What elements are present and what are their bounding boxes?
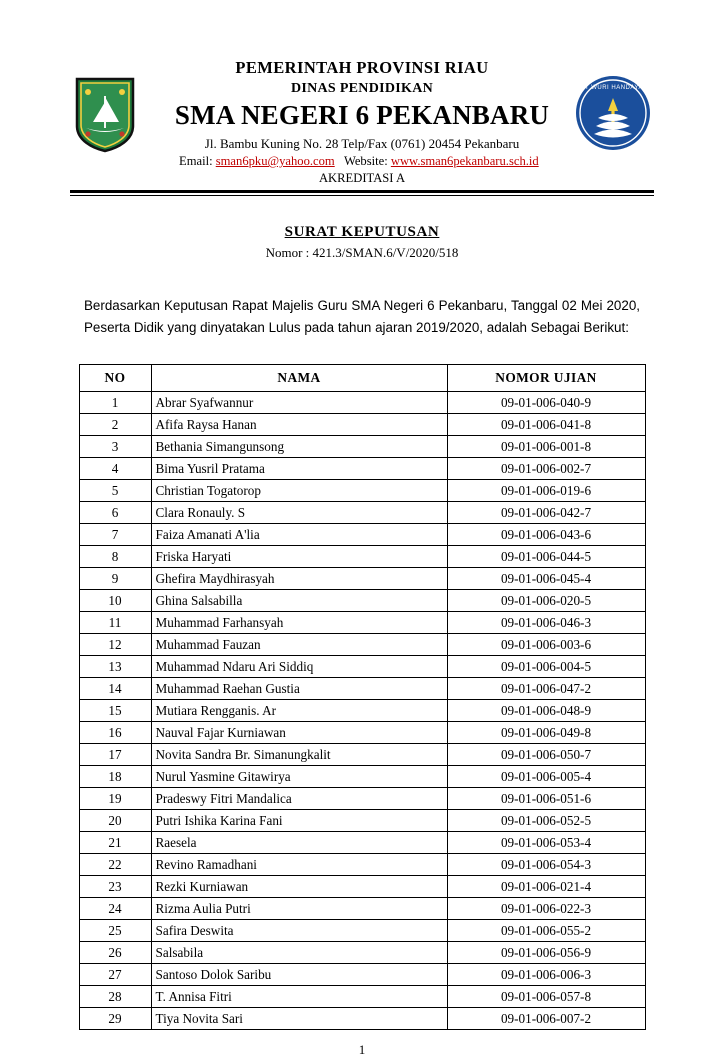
cell-nama: Revino Ramadhani — [151, 854, 447, 876]
svg-text:TUT WURI HANDAYANI: TUT WURI HANDAYANI — [575, 85, 651, 91]
cell-nama: Muhammad Ndaru Ari Siddiq — [151, 656, 447, 678]
table-row — [79, 546, 645, 568]
email-label: Email: — [179, 154, 213, 169]
cell-nomor-ujian: 09-01-006-019-6 — [447, 480, 645, 502]
cell-nomor-ujian: 09-01-006-007-2 — [447, 1008, 645, 1030]
table-row — [79, 722, 645, 744]
cell-nama: Muhammad Farhansyah — [151, 612, 447, 634]
cell-no: 4 — [79, 458, 151, 480]
cell-no: 22 — [79, 854, 151, 876]
cell-nomor-ujian: 09-01-006-057-8 — [447, 986, 645, 1008]
cell-no: 29 — [79, 1008, 151, 1030]
province-name: PEMERINTAH PROVINSI RIAU — [235, 58, 489, 77]
cell-nomor-ujian: 09-01-006-043-6 — [447, 524, 645, 546]
table-row — [79, 832, 645, 854]
department-name: DINAS PENDIDIKAN — [290, 80, 434, 96]
cell-nomor-ujian: 09-01-006-002-7 — [447, 458, 645, 480]
table-row — [79, 986, 645, 1008]
table-row — [79, 678, 645, 700]
cell-nama: Clara Ronauly. S — [151, 502, 447, 524]
table-row — [79, 392, 645, 414]
column-header-no: NO — [79, 365, 151, 392]
cell-no: 21 — [79, 832, 151, 854]
cell-no: 1 — [79, 392, 151, 414]
school-address: Jl. Bambu Kuning No. 28 Telp/Fax (0761) 20454 Pekanbaru — [204, 135, 520, 151]
cell-nomor-ujian: 09-01-006-048-9 — [447, 700, 645, 722]
table-row — [79, 854, 645, 876]
cell-nomor-ujian: 09-01-006-041-8 — [447, 414, 645, 436]
cell-nama: Raesela — [151, 832, 447, 854]
cell-no: 9 — [79, 568, 151, 590]
cell-nomor-ujian: 09-01-006-004-5 — [447, 656, 645, 678]
table-row — [79, 502, 645, 524]
website-label: Website: — [343, 154, 388, 169]
cell-no: 23 — [79, 876, 151, 898]
table-row — [79, 1008, 645, 1030]
cell-nama: Salsabila — [151, 942, 447, 964]
cell-nama: Faiza Amanati A'lia — [151, 524, 447, 546]
cell-nama: Rezki Kurniawan — [151, 876, 447, 898]
cell-nama: Muhammad Fauzan — [151, 634, 447, 656]
cell-no: 8 — [79, 546, 151, 568]
riau-province-crest-icon — [74, 76, 136, 152]
cell-nomor-ujian: 09-01-006-053-4 — [447, 832, 645, 854]
cell-nomor-ujian: 09-01-006-022-3 — [447, 898, 645, 920]
cell-no: 16 — [79, 722, 151, 744]
cell-nama: Bima Yusril Pratama — [151, 458, 447, 480]
table-row — [79, 810, 645, 832]
letterhead-text — [70, 58, 654, 187]
cell-nomor-ujian: 09-01-006-045-4 — [447, 568, 645, 590]
cell-nomor-ujian: 09-01-006-046-3 — [447, 612, 645, 634]
divider-thick — [70, 190, 654, 193]
cell-no: 11 — [79, 612, 151, 634]
cell-nomor-ujian: 09-01-006-040-9 — [447, 392, 645, 414]
accreditation-label: AKREDITASI A — [318, 171, 406, 186]
cell-nama: Christian Togatorop — [151, 480, 447, 502]
cell-nomor-ujian: 09-01-006-051-6 — [447, 788, 645, 810]
cell-no: 17 — [79, 744, 151, 766]
table-row — [79, 788, 645, 810]
cell-nama: T. Annisa Fitri — [151, 986, 447, 1008]
cell-nama: Rizma Aulia Putri — [151, 898, 447, 920]
cell-nama: Friska Haryati — [151, 546, 447, 568]
cell-nama: Novita Sandra Br. Simanungkalit — [151, 744, 447, 766]
cell-no: 7 — [79, 524, 151, 546]
cell-no: 28 — [79, 986, 151, 1008]
cell-no: 10 — [79, 590, 151, 612]
column-header-nomor-ujian: NOMOR UJIAN — [447, 365, 645, 392]
tut-wuri-handayani-logo-icon — [574, 74, 652, 152]
cell-nomor-ujian: 09-01-006-042-7 — [447, 502, 645, 524]
cell-no: 24 — [79, 898, 151, 920]
cell-nama: Nauval Fajar Kurniawan — [151, 722, 447, 744]
cell-nama: Bethania Simangunsong — [151, 436, 447, 458]
cell-no: 15 — [79, 700, 151, 722]
cell-nama: Afifa Raysa Hanan — [151, 414, 447, 436]
cell-no: 13 — [79, 656, 151, 678]
cell-nama: Mutiara Rengganis. Ar — [151, 700, 447, 722]
cell-nomor-ujian: 09-01-006-056-9 — [447, 942, 645, 964]
table-row — [79, 612, 645, 634]
cell-no: 5 — [79, 480, 151, 502]
cell-nama: Nurul Yasmine Gitawirya — [151, 766, 447, 788]
cell-nomor-ujian: 09-01-006-003-6 — [447, 634, 645, 656]
cell-nomor-ujian: 09-01-006-049-8 — [447, 722, 645, 744]
table-row — [79, 634, 645, 656]
table-row — [79, 590, 645, 612]
table-row — [79, 876, 645, 898]
cell-no: 6 — [79, 502, 151, 524]
letterhead — [70, 58, 654, 186]
cell-no: 19 — [79, 788, 151, 810]
cell-nomor-ujian: 09-01-006-047-2 — [447, 678, 645, 700]
table-row — [79, 656, 645, 678]
school-contact — [166, 153, 558, 187]
email-link[interactable]: sman6pku@yahoo.com — [215, 154, 335, 169]
cell-nama: Muhammad Raehan Gustia — [151, 678, 447, 700]
cell-nomor-ujian: 09-01-006-055-2 — [447, 920, 645, 942]
divider-thin — [70, 195, 654, 196]
header-divider — [70, 190, 654, 196]
table-row — [79, 480, 645, 502]
cell-nomor-ujian: 09-01-006-020-5 — [447, 590, 645, 612]
cell-no: 20 — [79, 810, 151, 832]
cell-nomor-ujian: 09-01-006-044-5 — [447, 546, 645, 568]
website-link[interactable]: www.sman6pekanbaru.sch.id — [390, 154, 539, 169]
cell-no: 2 — [79, 414, 151, 436]
cell-nama: Abrar Syafwannur — [151, 392, 447, 414]
page-number: 1 — [358, 1042, 366, 1058]
cell-no: 25 — [79, 920, 151, 942]
cell-nama: Putri Ishika Karina Fani — [151, 810, 447, 832]
cell-nama: Ghina Salsabilla — [151, 590, 447, 612]
intro-paragraph: Berdasarkan Keputusan Rapat Majelis Guru SMA Negeri 6 Pekanbaru, Tanggal 02 Mei 2020, Peserta Didik yang dinyatakan Lulus pada tahun ajaran 2019/2020, adalah Sebagai Berikut: — [84, 298, 640, 335]
document-number: Nomor : 421.3/SMAN.6/V/2020/518 — [265, 245, 459, 260]
table-row — [79, 458, 645, 480]
cell-nama: Safira Deswita — [151, 920, 447, 942]
table-header-row — [79, 365, 645, 392]
column-header-nama: NAMA — [151, 365, 447, 392]
table-row — [79, 524, 645, 546]
cell-no: 12 — [79, 634, 151, 656]
table-row — [79, 766, 645, 788]
table-row — [79, 898, 645, 920]
table-row — [79, 414, 645, 436]
cell-no: 26 — [79, 942, 151, 964]
cell-no: 3 — [79, 436, 151, 458]
table-row — [79, 568, 645, 590]
students-table — [79, 364, 646, 1030]
cell-no: 27 — [79, 964, 151, 986]
cell-nama: Ghefira Maydhirasyah — [151, 568, 447, 590]
cell-nama: Santoso Dolok Saribu — [151, 964, 447, 986]
cell-nomor-ujian: 09-01-006-001-8 — [447, 436, 645, 458]
cell-nomor-ujian: 09-01-006-052-5 — [447, 810, 645, 832]
table-row — [79, 920, 645, 942]
cell-no: 18 — [79, 766, 151, 788]
cell-nomor-ujian: 09-01-006-050-7 — [447, 744, 645, 766]
cell-nama: Tiya Novita Sari — [151, 1008, 447, 1030]
cell-nomor-ujian: 09-01-006-005-4 — [447, 766, 645, 788]
page-title: SURAT KEPUTUSAN — [284, 224, 440, 240]
school-name: SMA NEGERI 6 PEKANBARU — [174, 99, 550, 130]
table-row — [79, 942, 645, 964]
table-row — [79, 700, 645, 722]
cell-nomor-ujian: 09-01-006-021-4 — [447, 876, 645, 898]
table-row — [79, 436, 645, 458]
cell-no: 14 — [79, 678, 151, 700]
cell-nomor-ujian: 09-01-006-006-3 — [447, 964, 645, 986]
table-row — [79, 964, 645, 986]
cell-nama: Pradeswy Fitri Mandalica — [151, 788, 447, 810]
cell-nomor-ujian: 09-01-006-054-3 — [447, 854, 645, 876]
table-row — [79, 744, 645, 766]
